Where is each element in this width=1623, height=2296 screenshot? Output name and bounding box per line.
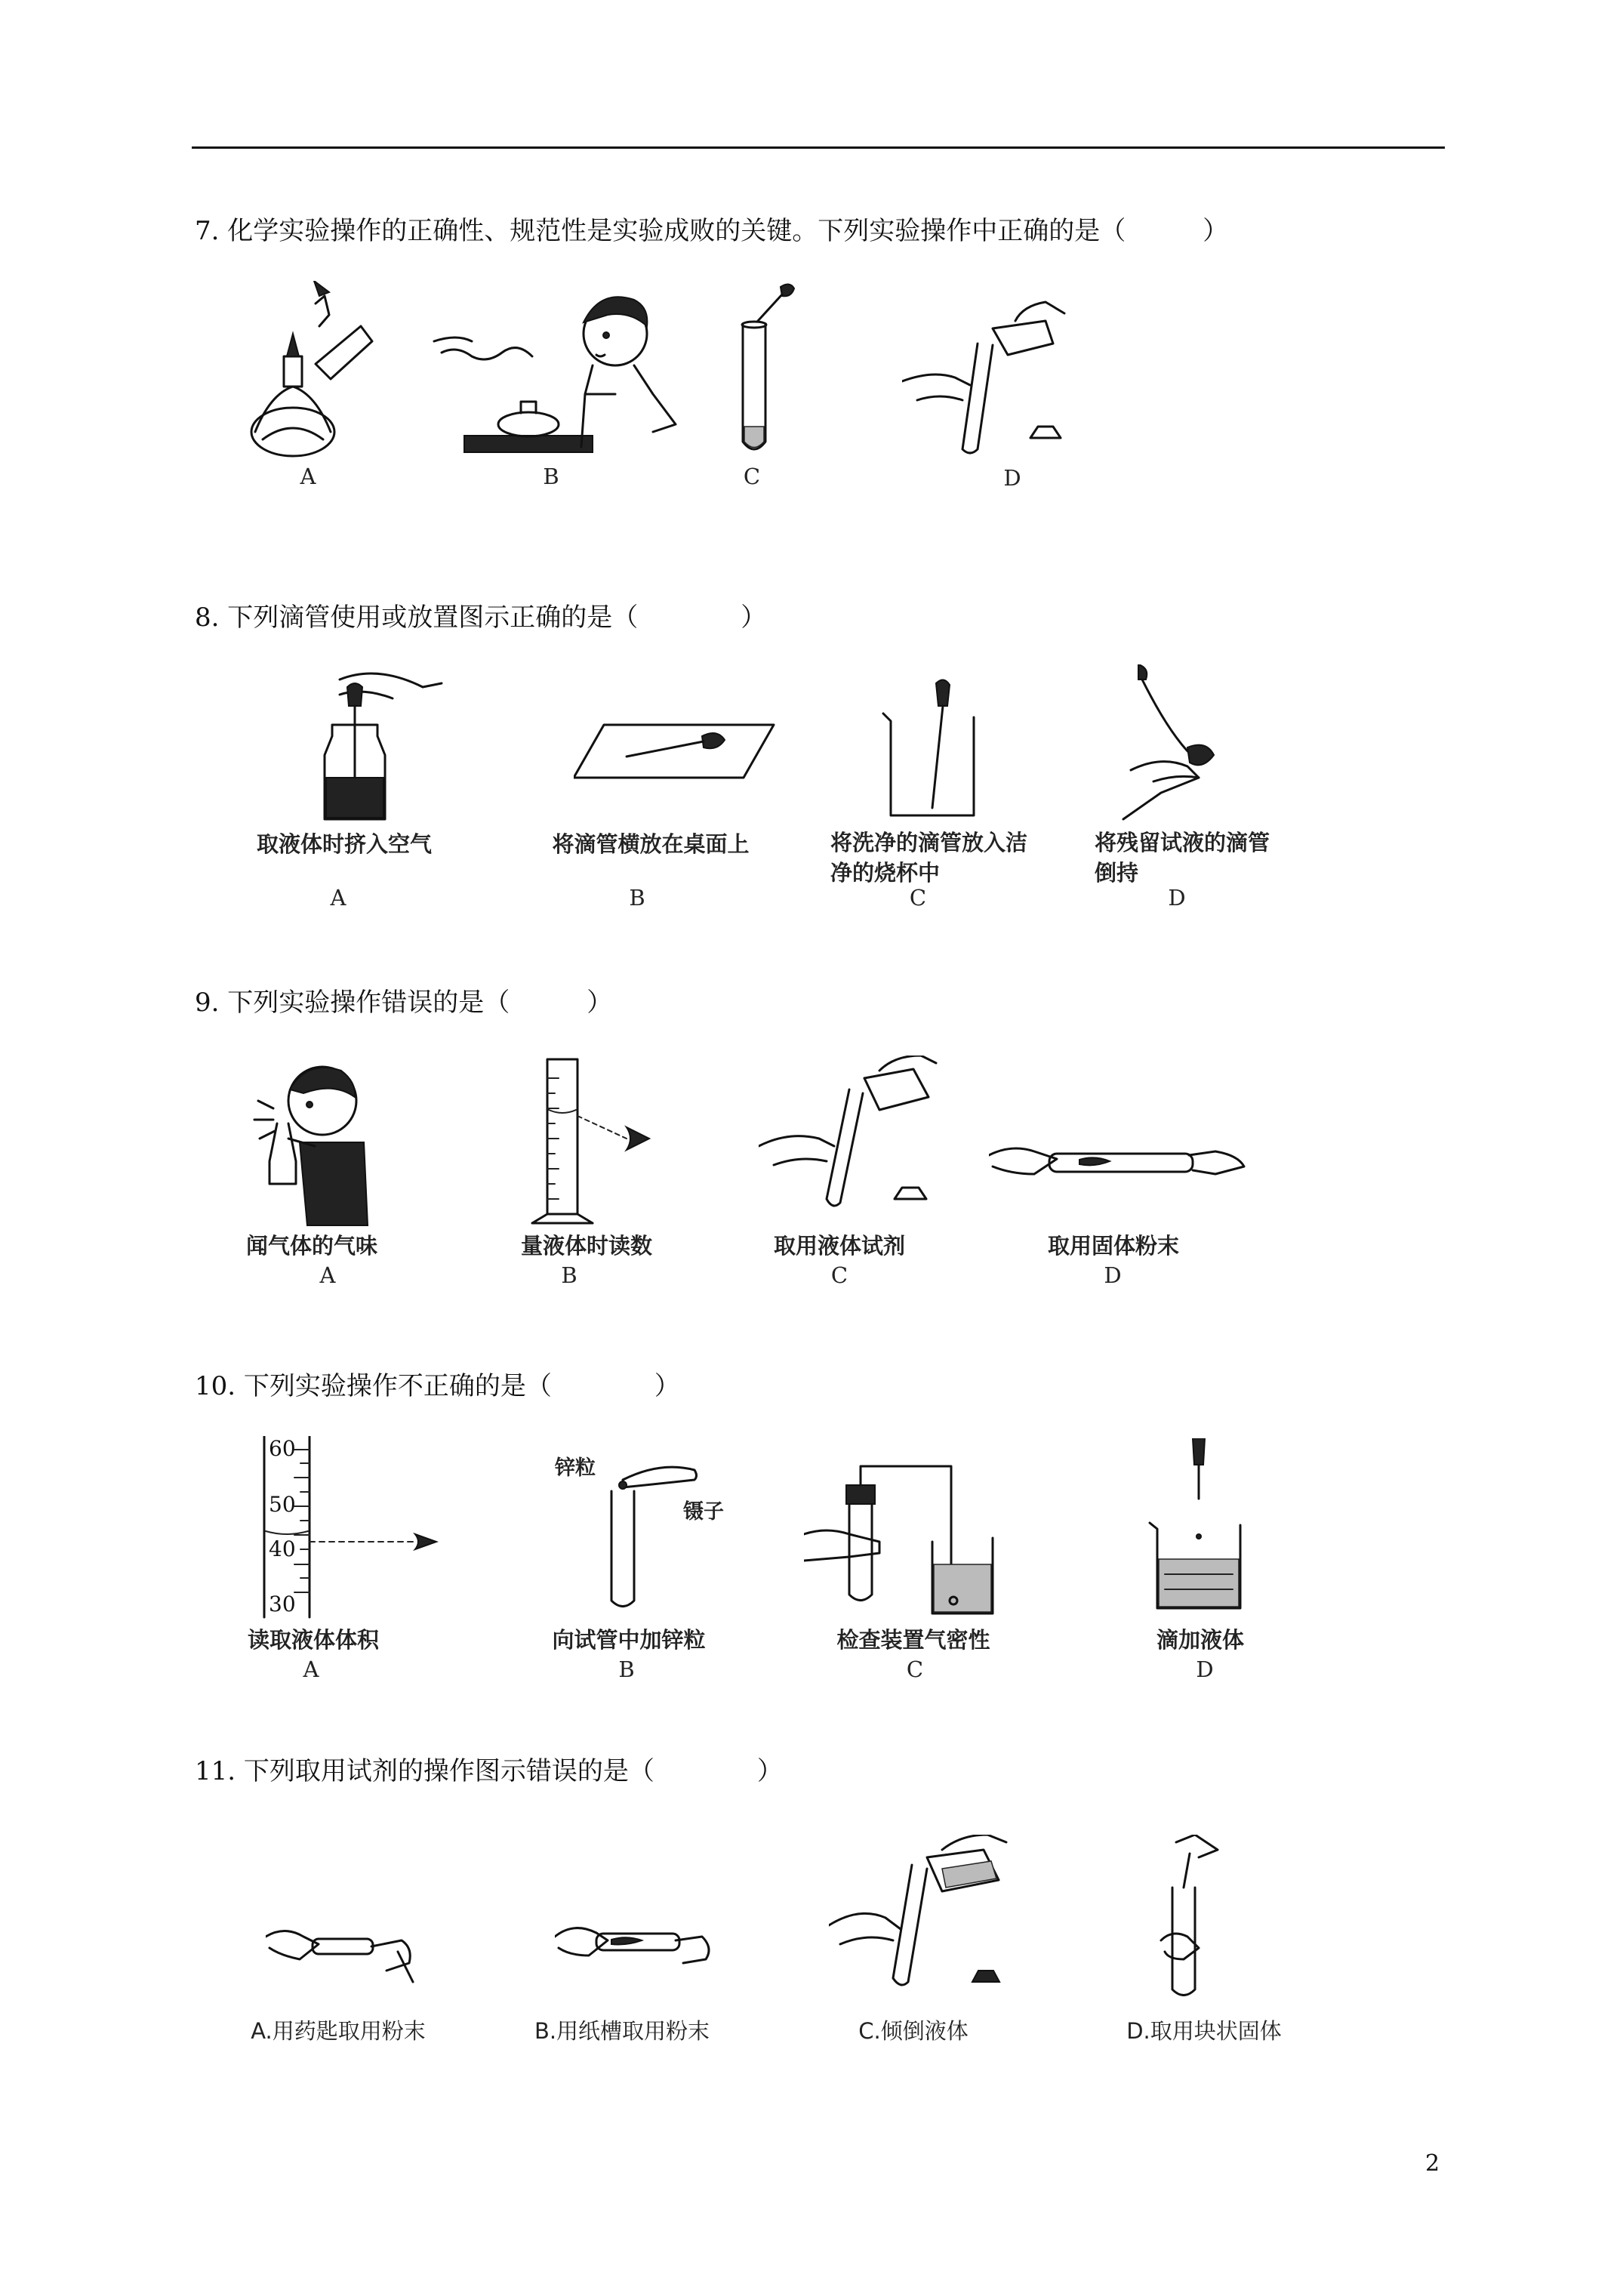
q9-figure-d-powder-into-tube	[989, 1133, 1246, 1200]
q8-option-c-letter: C	[909, 885, 927, 911]
q10-scale-50: 50	[269, 1492, 296, 1517]
q10-option-b-letter: B	[618, 1657, 635, 1682]
q10-option-c-caption: 检查装置气密性	[836, 1627, 990, 1653]
q8-figure-c-dropper-in-beaker	[879, 676, 985, 819]
q8-figure-a-dropper-squeeze-air	[310, 664, 445, 823]
q9-option-c-caption: 取用液体试剂	[773, 1233, 905, 1259]
q10-figure-b-adding-zinc	[593, 1461, 706, 1612]
q10-figure-c-airtightness-check	[804, 1451, 1000, 1621]
question-8-stem: 8. 下列滴管使用或放置图示正确的是（ ）	[195, 603, 767, 633]
q8-figure-d-dropper-upside-down	[1116, 664, 1244, 823]
q9-option-b-caption: 量液体时读数	[520, 1233, 652, 1259]
q11-option-a-caption: A.用药匙取用粉末	[251, 2018, 426, 2044]
question-7-stem: 7. 化学实验操作的正确性、规范性是实验成败的关键。下列实验操作中正确的是（ ）	[195, 216, 1229, 246]
q7-figure-b-blowing-lamp	[427, 281, 683, 455]
q8-option-a-caption: 取液体时挤入空气	[256, 831, 432, 857]
q10-option-a-letter: A	[303, 1657, 319, 1682]
q7-figure-d-pouring-liquid	[902, 298, 1076, 457]
q7-figure-c-dropper-in-tube	[728, 279, 811, 461]
q10-option-b-caption: 向试管中加锌粒	[552, 1627, 706, 1653]
q8-figure-b-dropper-on-table	[574, 710, 778, 785]
q8-option-c-caption: 将洗净的滴管放入洁净的烧杯中	[830, 830, 1028, 886]
q9-option-d-caption: 取用固体粉末	[1047, 1233, 1179, 1259]
q11-figure-a-spoon-powder	[266, 1918, 417, 1986]
q11-option-d-caption: D.取用块状固体	[1126, 2018, 1282, 2044]
q10-zinc-label: 锌粒	[555, 1456, 596, 1480]
header-rule	[192, 146, 1445, 149]
q10-scale-30: 30	[269, 1592, 296, 1616]
q8-option-b-letter: B	[629, 885, 645, 911]
q7-option-c-letter: C	[743, 464, 761, 489]
q7-option-b-letter: B	[543, 464, 559, 489]
q10-option-d-caption: 滴加液体	[1156, 1627, 1244, 1653]
q8-option-b-caption: 将滴管横放在桌面上	[552, 831, 750, 857]
q7-figure-a-alcohol-lamp-lighting	[240, 281, 383, 462]
q7-option-a-letter: A	[300, 464, 316, 489]
q9-figure-c-pouring-reagent	[759, 1056, 940, 1214]
q8-option-a-letter: A	[330, 885, 346, 911]
q11-option-c-caption: C.倾倒液体	[858, 2018, 969, 2044]
q11-option-b-caption: B.用纸槽取用粉末	[534, 2018, 710, 2044]
q10-tweezers-label: 镊子	[683, 1500, 724, 1524]
q9-option-d-letter: D	[1104, 1262, 1122, 1288]
q9-figure-a-smelling-gas	[243, 1056, 387, 1229]
q7-option-d-letter: D	[1003, 465, 1021, 491]
question-9-stem: 9. 下列实验操作错误的是（ ）	[195, 988, 613, 1018]
q10-option-c-letter: C	[906, 1657, 924, 1682]
q9-option-a-caption: 闻气体的气味	[245, 1233, 377, 1259]
q10-scale-60: 60	[269, 1436, 296, 1461]
q8-option-d-caption: 将残留试液的滴管倒持	[1095, 830, 1270, 886]
q9-option-a-letter: A	[319, 1262, 336, 1288]
q9-figure-b-reading-cylinder	[528, 1056, 657, 1229]
q10-option-a-caption: 读取液体体积	[247, 1627, 379, 1653]
question-10-stem: 10. 下列实验操作不正确的是（ ）	[195, 1371, 680, 1401]
q9-option-b-letter: B	[561, 1262, 577, 1288]
q11-figure-b-paper-trough	[555, 1914, 713, 1982]
q10-scale-40: 40	[269, 1536, 296, 1561]
q11-figure-c-pouring-liquid	[829, 1835, 1010, 2001]
q11-figure-d-solid-block	[1146, 1835, 1229, 2001]
page-number: 2	[1425, 2150, 1440, 2177]
q9-option-c-letter: C	[830, 1262, 848, 1288]
question-11-stem: 11. 下列取用试剂的操作图示错误的是（ ）	[195, 1756, 783, 1786]
q10-figure-d-adding-drops	[1146, 1438, 1252, 1620]
q8-option-d-letter: D	[1168, 885, 1186, 911]
q10-option-d-letter: D	[1196, 1657, 1214, 1682]
